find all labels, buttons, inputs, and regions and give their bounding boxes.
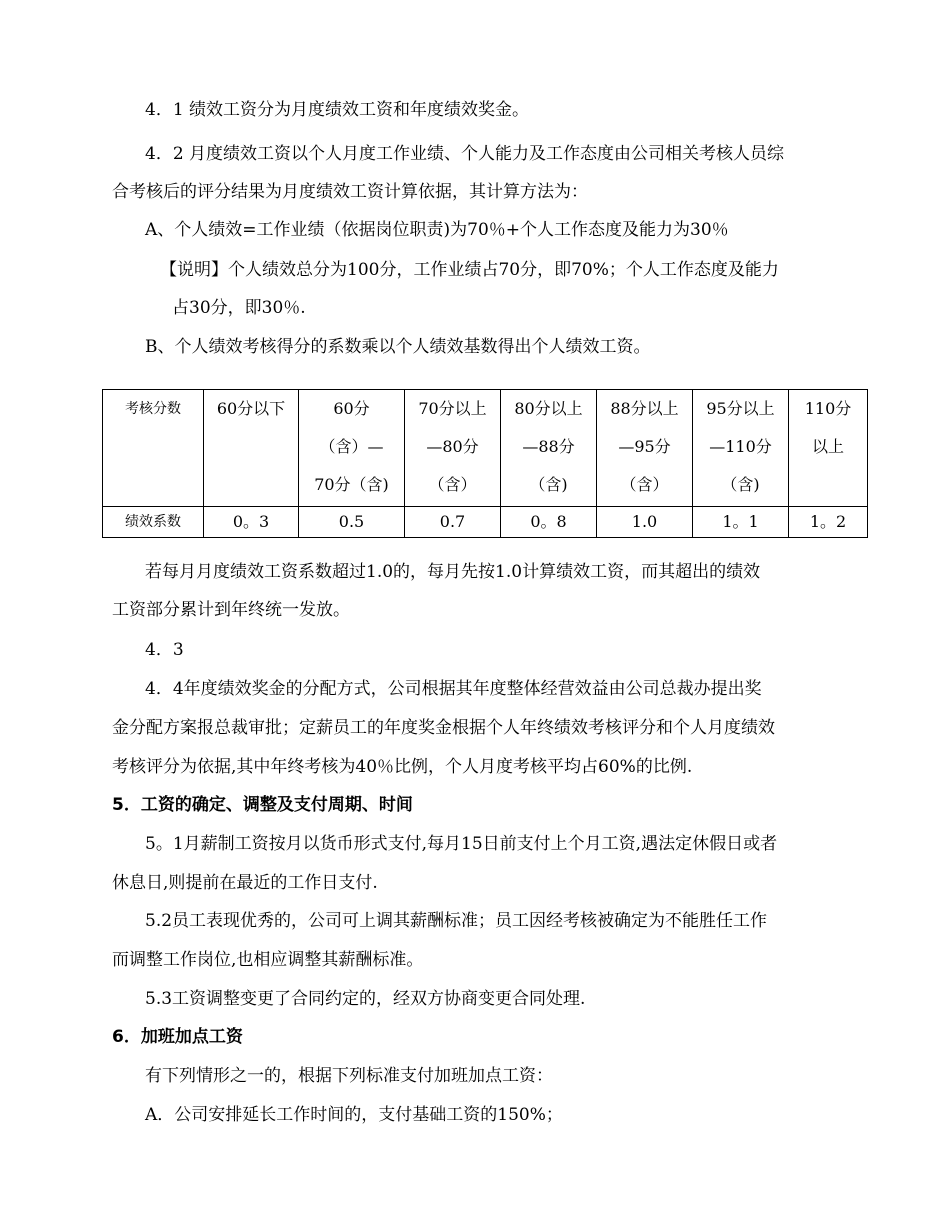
coefficient-table (102, 389, 868, 538)
coef-cell-3: 0.7 (405, 507, 501, 538)
note-line2: 占30分，即30％. (172, 298, 306, 318)
score-cell-5: 88分以上 —95分 （含） (597, 390, 693, 507)
table-row-score (103, 390, 868, 507)
paragraph-4-4-line2: 金分配方案报总裁审批；定薪员工的年度奖金根据个人年终绩效考核评分和个人月度绩效 (112, 718, 775, 738)
paragraph-5-2-line1: 5.2员工表现优秀的，公司可上调其薪酬标准；员工因经考核被确定为不能胜任工作 (145, 911, 768, 931)
paragraph-5-1-line2: 休息日,则提前在最近的工作日支付. (112, 873, 378, 893)
coef-cell-4: 0。8 (501, 507, 597, 538)
score-cell-7: 110分 以上 (789, 390, 868, 507)
section-5-heading: 5．工资的确定、调整及支付周期、时间 (112, 795, 413, 815)
coef-cell-7: 1。2 (789, 507, 868, 538)
paragraph-4-2-line2: 合考核后的评分结果为月度绩效工资计算依据，其计算方法为： (112, 182, 588, 202)
paragraph-5-3: 5.3工资调整变更了合同约定的，经双方协商变更合同处理. (145, 989, 586, 1009)
table-row-coefficient (103, 507, 868, 538)
row-label-coefficient: 绩效系数 (103, 507, 204, 538)
after-table-line2: 工资部分累计到年终统一发放。 (112, 600, 350, 620)
paragraph-4-3: 4．3 (145, 640, 184, 660)
score-cell-1: 60分以下 (204, 390, 299, 507)
formula-b: B、个人绩效考核得分的系数乘以个人绩效基数得出个人绩效工资。 (145, 337, 651, 357)
coef-cell-1: 0。3 (204, 507, 299, 538)
paragraph-4-2-line1: 4．2 月度绩效工资以个人月度工作业绩、个人能力及工作态度由公司相关考核人员综 (145, 144, 785, 164)
paragraph-4-1: 4．1 绩效工资分为月度绩效工资和年度绩效奖金。 (145, 100, 530, 120)
score-cell-3: 70分以上 —80分 （含） (405, 390, 501, 507)
note-line1: 【说明】个人绩效总分为100分，工作业绩占70分，即70%；个人工作态度及能力 (160, 260, 779, 280)
coef-cell-6: 1。1 (693, 507, 789, 538)
row-label-score: 考核分数 (103, 390, 204, 507)
paragraph-5-1-line1: 5。1月薪制工资按月以货币形式支付,每月15日前支付上个月工资,遇法定休假日或者 (145, 834, 778, 854)
coef-cell-2: 0.5 (299, 507, 405, 538)
section-6-heading: 6．加班加点工资 (112, 1027, 243, 1047)
paragraph-6-intro: 有下列情形之一的，根据下列标准支付加班加点工资： (145, 1066, 553, 1086)
coef-cell-5: 1.0 (597, 507, 693, 538)
score-cell-4: 80分以上 —88分 （含) (501, 390, 597, 507)
paragraph-4-4-line1: 4．4年度绩效奖金的分配方式，公司根据其年度整体经营效益由公司总裁办提出奖 (145, 679, 762, 699)
formula-a: A、个人绩效=工作业绩（依据岗位职责)为70％+个人工作态度及能力为30％ (145, 220, 729, 240)
after-table-line1: 若每月月度绩效工资系数超过1.0的，每月先按1.0计算绩效工资，而其超出的绩效 (145, 562, 761, 582)
paragraph-5-2-line2: 而调整工作岗位,也相应调整其薪酬标准。 (112, 950, 424, 970)
paragraph-4-4-line3: 考核评分为依据,其中年终考核为40％比例，个人月度考核平均占60%的比例. (112, 757, 693, 777)
score-cell-6: 95分以上 —110分 （含) (693, 390, 789, 507)
paragraph-6-a: A．公司安排延长工作时间的，支付基础工资的150%； (145, 1105, 563, 1125)
score-cell-2: 60分 （含）— 70分（含) (299, 390, 405, 507)
